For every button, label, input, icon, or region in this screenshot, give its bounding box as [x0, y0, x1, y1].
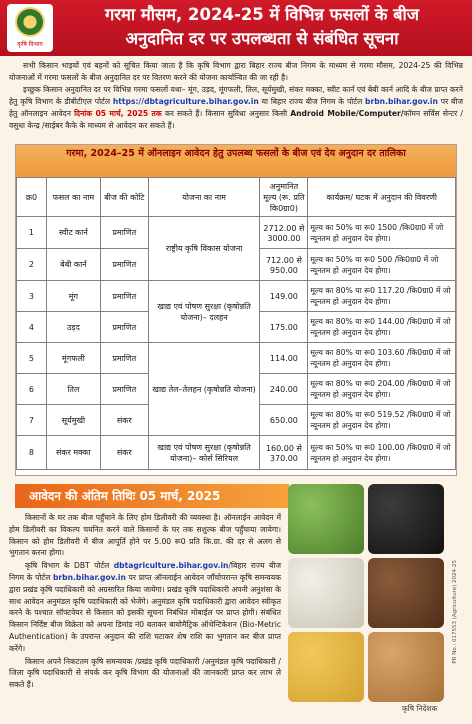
row-subsidy: मूल्य का 80% या रू0 144.00 /कि0ग्रा0 में जो न्यूनतम हो अनुदान देय होगा।: [308, 312, 456, 343]
brbn-portal-link-2[interactable]: brbn.bihar.gov.in: [53, 572, 126, 582]
row-grade: प्रमाणित: [100, 312, 148, 343]
logo-caption: कृषि विभाग: [17, 41, 43, 48]
table-header-row: [17, 178, 456, 217]
contact-paragraph: किसान अपने निकटतम कृषि समन्वयक /प्रखंड कृषि पदाधिकारी /अनुमंडल कृषि पदाधिकारी /जिला कृषि पदाधिकारी से संपर्क कर कृषि विभाग की योजनाओं की जानकारी प्राप्त कर लाभ ले सकते हैं।: [9, 656, 281, 690]
device-text: Android Mobile/Computer/: [290, 109, 404, 119]
row-grade: प्रमाणित: [100, 343, 148, 374]
row-no: 3: [17, 281, 47, 312]
row-subsidy: मूल्य का 80% या रू0 103.60 /कि0ग्रा0 में जो न्यूनतम हो अनुदान देय होगा।: [308, 343, 456, 374]
brbn-portal-link[interactable]: brbn.bihar.gov.in: [365, 97, 438, 107]
groundnut-seed-image: [368, 558, 444, 628]
col-header-subsidy: कार्यक्रम/ घटक में अनुदान की विवरणी: [308, 178, 456, 217]
title-line-2: अनुदानित दर पर उपलब्धता से संबंधित सूचना: [125, 29, 399, 48]
row-price: 650.00: [260, 405, 308, 436]
table-row: [17, 217, 456, 249]
intro-text-a: इच्छुक किसान अनुदानित दर पर विभिन्न गरमा फसलों यथा– मूंग, उड़द, मूंगफली, तिल, सूर्यमुखी, संकर मक्का, स्वीट कार्न एवं बेबी कार्न आदि के बीज प्राप्त करने हेतु कृषि विभाग के डीबीटीएल पोर्टल: [9, 85, 463, 107]
row-grade: संकर: [100, 405, 148, 436]
row-scheme: खाद्य तेल–तेलहन (कृषोन्नति योजना): [148, 343, 260, 436]
row-crop: तिल: [46, 374, 100, 405]
row-subsidy: मूल्य का 80% या रू0 204.00 /कि0ग्रा0 में जो न्यूनतम हो अनुदान देय होगा।: [308, 374, 456, 405]
subsidy-table: [16, 177, 456, 470]
urad-seed-image: [368, 484, 444, 554]
col-header-crop: फसल का नाम: [46, 178, 100, 217]
row-crop: सूर्यमुखी: [46, 405, 100, 436]
row-crop: स्वीट कार्न: [46, 217, 100, 249]
col-header-price: अनुमानित मूल्य (रू. प्रति कि0ग्रा0): [260, 178, 308, 217]
row-price: 160.00 से 370.00: [260, 436, 308, 470]
footer-logo-caption: कृषि निदेशक: [402, 704, 438, 713]
row-price: 240.00: [260, 374, 308, 405]
moong-seed-image: [288, 484, 364, 554]
row-no: 8: [17, 436, 47, 470]
col-header-scheme: योजना का नाम: [148, 178, 260, 217]
table-row: [17, 436, 456, 470]
row-scheme: खाद्य एवं पोषण सुरक्षा (कृषोन्नति योजना)– दलहन: [148, 281, 260, 343]
row-no: 2: [17, 249, 47, 281]
col-header-no: क्र0: [17, 178, 47, 217]
row-subsidy: मूल्य का 80% या रू0 117.20 /कि0ग्रा0 में जो न्यूनतम हो अनुदान देय होगा।: [308, 281, 456, 312]
intro-text-c: पर बीज हेतु ऑनलाइन आवेदन: [9, 97, 463, 119]
intro-text-d: कर सकते हैं। किसान सुविधा अनुसार किसी: [164, 109, 288, 119]
row-price: 712.00 से 950.00: [260, 249, 308, 281]
row-no: 6: [17, 374, 47, 405]
process-text-c: पर प्राप्त ऑनलाईन आवेदन जाँचोपरान्त कृषि समन्वयक द्वारा प्रखंड कृषि पदाधिकारी को अग्रसारित किया जायेगा। प्रखंड कृषि पदाधिकारी अपनी अनुशंसा के साथ आवेदन अनुमंडल कृषि पदाधिकारी को भेजेंगे। अनुमंडल कृषि पदाधिकारी द्वारा आवेदन स्वीकृत करने के पश्चात सॉफ्टवेयर से किसान को इसकी सूचना निबंधित मोबाईल पर प्राप्त होगी। संबंधित किसान निर्दिष्ट बीज विक्रेता को अपना डिमांड नं0 बताकर बायोमैट्रिक ऑथेन्टिकेशन (Bio-Metric Authentication) के उपरान्त अनुदान की राशि घटाकर शेष राशि का भुगतान कर बीज प्राप्त करेंगे।: [9, 572, 282, 653]
maize-seed-image: [288, 632, 364, 702]
intro-paragraph-1: सभी किसान भाइयों एवं बहनों को सूचित किया जाता है कि कृषि विभाग द्वारा बिहार राज्य बीज निगम के माध्यम से गरमा मौसम, 2024-25 की विभिन्न योजनाओं में गरमा फसलों के बीज अनुदानित दर पर वितरण करने की योजना कार्यान्वित की जा रही है।: [9, 61, 463, 83]
emblem-icon: [15, 7, 45, 37]
row-scheme: राष्ट्रीय कृषि विकास योजना: [148, 217, 260, 281]
intro-text-b: या बिहार राज्य बीज निगम के पोर्टल: [261, 97, 363, 107]
row-no: 4: [17, 312, 47, 343]
row-crop: मूंगफली: [46, 343, 100, 374]
agriculture-dept-logo: [7, 4, 53, 52]
home-delivery-paragraph: किसानों के घर तक बीज पहुँचाने के लिए होम डिलीवरी की व्यवस्था है। ऑनलाईन आवेदन में होम डिलीवरी का विकल्प चयनित करने वाले किसानों के घर तक सशुल्क बीज पहुँचाया जायेगा। किसान को होम डिलीवरी में बीज आपूर्ति होने पर 5.00 रू0 प्रति कि.ग्रा. की दर से अलग से भुगतान करना होगा।: [9, 513, 281, 558]
sesame-seed-image: [288, 558, 364, 628]
row-crop: मूंग: [46, 281, 100, 312]
pr-number: PR No.: 017553 (Agriculture) 2024-25: [452, 560, 458, 664]
row-price: 175.00: [260, 312, 308, 343]
page-title: [56, 3, 468, 51]
row-subsidy: मूल्य का 80% या रू0 519.52 /कि0ग्रा0 में जो न्यूनतम हो अनुदान देय होगा।: [308, 405, 456, 436]
deadline-banner: आवेदन की अंतिम तिथिः 05 मार्च, 2025: [15, 484, 289, 508]
table-row: [17, 343, 456, 374]
dbt-portal-link[interactable]: https://dbtagriculture.bihar.gov.in: [112, 97, 259, 107]
row-grade: प्रमाणित: [100, 217, 148, 249]
row-price: 114.00: [260, 343, 308, 374]
deadline-highlight: दिनांक 05 मार्च, 2025 तक: [74, 109, 162, 119]
row-crop: उड़द: [46, 312, 100, 343]
row-grade: संकर: [100, 436, 148, 470]
seed-images: [288, 484, 448, 708]
col-header-grade: बीज की कोटि: [100, 178, 148, 217]
row-no: 1: [17, 217, 47, 249]
row-subsidy: मूल्य का 50% या रू0 100.00 /कि0ग्रा0 में जो न्यूनतम हो अनुदान देय होगा।: [308, 436, 456, 470]
row-grade: प्रमाणित: [100, 281, 148, 312]
process-text: [9, 512, 281, 692]
intro-text: [9, 60, 463, 133]
row-grade: प्रमाणित: [100, 249, 148, 281]
row-price: 149.00: [260, 281, 308, 312]
subsidy-table-box: [15, 144, 457, 476]
title-line-1: गरमा मौसम, 2024-25 में विभिन्न फसलों के बीज: [104, 5, 420, 24]
intro-paragraph-2: [9, 84, 463, 132]
table-caption: गरमा, 2024–25 में ऑनलाइन आवेदन हेतु उपलब्ध फसलों के बीज एवं देय अनुदान दर तालिका: [16, 145, 456, 177]
table-row: [17, 281, 456, 312]
dbt-portal-link-2[interactable]: dbtagriculture.bihar.gov.in: [113, 561, 229, 571]
row-no: 5: [17, 343, 47, 374]
row-no: 7: [17, 405, 47, 436]
process-text-a: कृषि विभाग के DBT पोर्टल: [25, 561, 110, 571]
process-text-b: /बिहार राज्य बीज निगम के पोर्टल: [9, 561, 281, 582]
row-grade: प्रमाणित: [100, 374, 148, 405]
row-scheme: खाद्य एवं पोषण सुरक्षा (कृषोन्नति योजना)– कोर्स सिरियल: [148, 436, 260, 470]
row-crop: संकर मक्का: [46, 436, 100, 470]
application-process-paragraph: [9, 560, 281, 654]
row-subsidy: मूल्य का 50% या रू0 500 /कि0ग्रा0 में जो न्यूनतम हो अनुदान देय होगा।: [308, 249, 456, 281]
intro-text-e: कॉमन सर्विस सेन्टर /वसुधा केन्द्र /साईबर कैफे के माध्यम से आवेदन कर सकते हैं।: [9, 109, 463, 131]
row-crop: बेबी कार्न: [46, 249, 100, 281]
sunflower-seed-image: [368, 632, 444, 702]
header-banner: [0, 0, 472, 56]
row-price: 2712.00 से 3000.00: [260, 217, 308, 249]
row-subsidy: मूल्य का 50% या रू0 1500 /कि0ग्रा0 में जो न्यूनतम हो अनुदान देय होगा।: [308, 217, 456, 249]
